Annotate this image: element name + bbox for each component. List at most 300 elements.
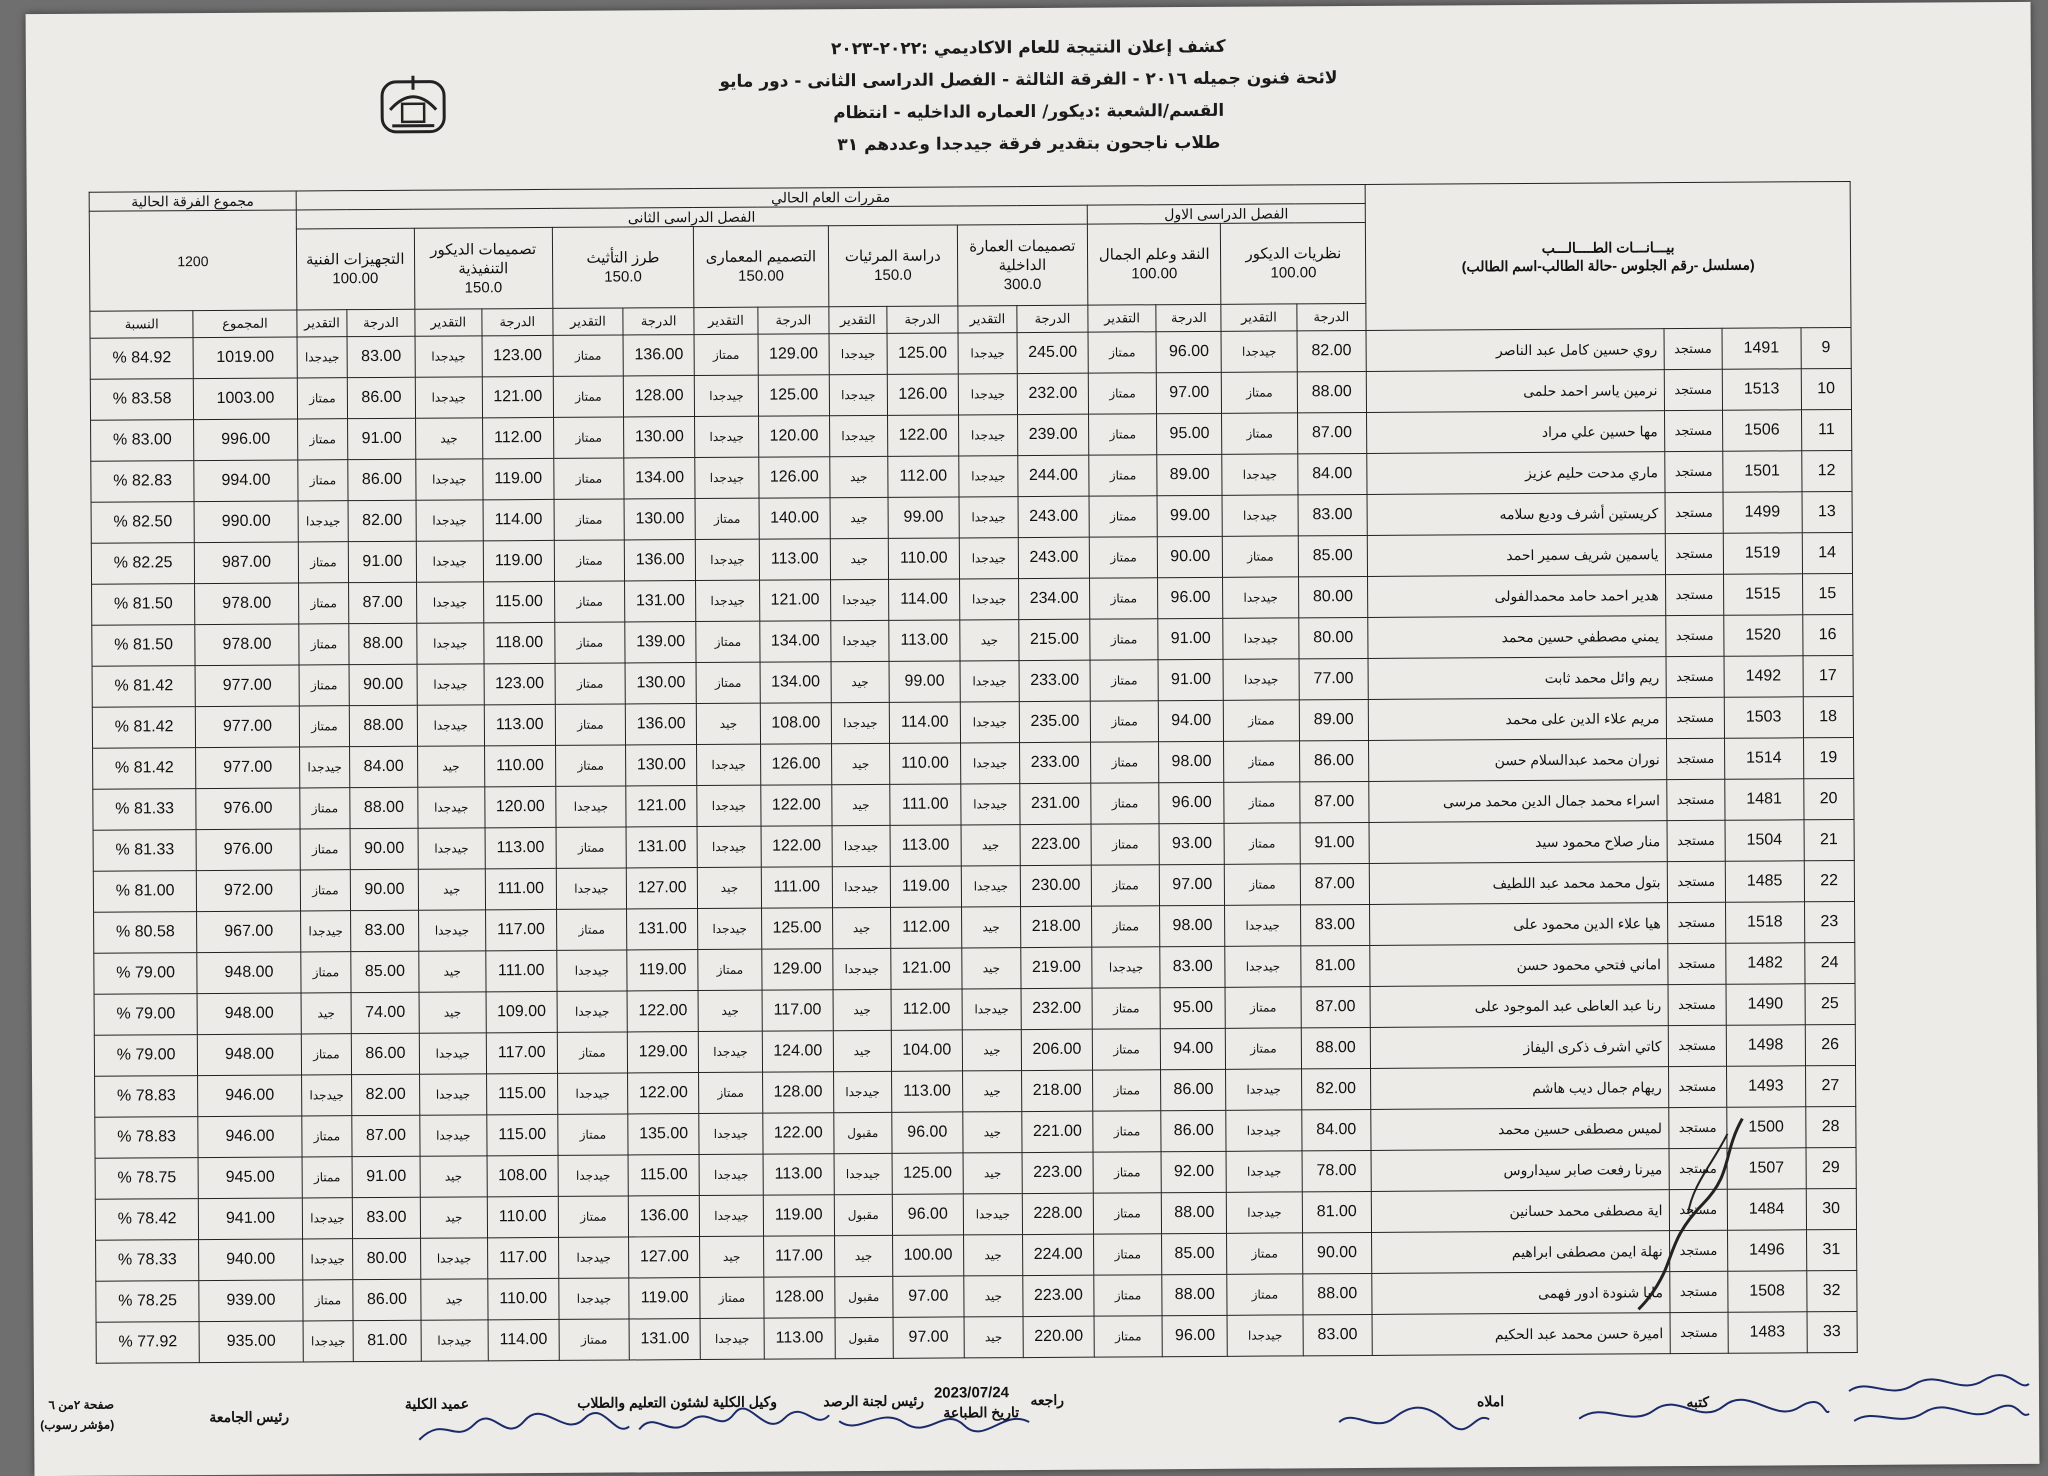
status-cell: مستجد <box>1666 697 1725 738</box>
print-date-label: تاريخ الطباعة <box>943 1404 1020 1421</box>
rating-cell: جيدجدا <box>833 1071 892 1112</box>
grade-column-header: الدرجة <box>887 306 958 333</box>
subject-header <box>1087 223 1221 305</box>
rating-cell: ممتاز <box>699 1072 763 1113</box>
rating-cell: ممتاز <box>1225 864 1300 905</box>
rating-cell: مقبول <box>834 1194 893 1235</box>
total-cell: 978.00 <box>195 583 298 625</box>
rating-cell: جيدجدا <box>961 784 1021 825</box>
rating-cell: جيد <box>832 907 891 948</box>
seat-number-cell: 1491 <box>1722 328 1801 369</box>
rating-cell: جيد <box>420 1197 488 1238</box>
rating-cell: ممتاز <box>1090 619 1159 660</box>
rating-cell: جيدجدا <box>419 1115 487 1156</box>
grade-cell: 233.00 <box>1019 660 1090 701</box>
subject-header <box>828 225 958 307</box>
rating-cell: ممتاز <box>696 662 760 703</box>
rating-cell: جيدجدا <box>958 374 1018 415</box>
subject-header <box>414 227 553 309</box>
grade-cell: 125.00 <box>758 375 829 416</box>
grade-cell: 119.00 <box>763 1195 834 1236</box>
rating-cell: ممتاز <box>1091 865 1160 906</box>
seat-number-cell: 1484 <box>1727 1189 1806 1230</box>
rating-cell: جيدجدا <box>832 825 891 866</box>
grade-cell: 125.00 <box>892 1153 963 1194</box>
subject-max: 150.0 <box>604 268 642 286</box>
grade-cell: 121.00 <box>760 580 831 621</box>
rating-cell: ممتاز <box>1224 741 1299 782</box>
rating-cell: ممتاز <box>1090 701 1159 742</box>
rating-cell: جيدجدا <box>555 786 626 827</box>
grade-cell: 85.00 <box>1298 535 1368 576</box>
rating-cell: ممتاز <box>1091 783 1160 824</box>
student-name-cell: ماري مدحت حليم عزيز <box>1367 452 1665 495</box>
student-name-cell: ياسمين شريف سمير احمد <box>1367 534 1665 577</box>
rating-cell: جيدجدا <box>415 459 483 500</box>
grade-cell: 135.00 <box>628 1114 699 1155</box>
grade-cell: 91.00 <box>1158 659 1223 700</box>
student-name-cell: بتول محمد محمد عبد اللطيف <box>1369 862 1667 905</box>
grade-cell: 81.00 <box>1302 1191 1372 1232</box>
student-name-cell: اميرة حسن محمد عبد الحكيم <box>1372 1313 1670 1356</box>
grade-cell: 114.00 <box>488 1319 559 1360</box>
total-cell: 978.00 <box>195 624 298 666</box>
serial-cell: 29 <box>1806 1147 1857 1188</box>
grade-cell: 119.00 <box>483 458 554 499</box>
grade-cell: 118.00 <box>484 622 555 663</box>
rating-cell: جيدجدا <box>698 908 762 949</box>
rating-cell: جيدجدا <box>834 1153 893 1194</box>
grade-cell: 91.00 <box>352 1156 420 1197</box>
rating-cell: ممتاز <box>1227 1233 1302 1274</box>
rating-cell: جيدجدا <box>415 336 483 377</box>
rating-cell: ممتاز <box>1227 1274 1302 1315</box>
rating-cell: ممتاز <box>698 949 762 990</box>
grade-cell: 99.00 <box>889 661 960 702</box>
grade-cell: 140.00 <box>759 498 830 539</box>
percent-cell: 81.42 % <box>93 748 197 790</box>
percent-cell: 78.83 % <box>95 1076 199 1118</box>
student-name-cell: اماني فتحي محمود حسن <box>1370 944 1668 987</box>
rating-cell: جيدجدا <box>831 702 890 743</box>
rating-cell: جيدجدا <box>297 337 348 378</box>
grade-cell: 130.00 <box>625 663 696 704</box>
serial-cell: 23 <box>1804 901 1855 942</box>
grade-cell: 80.00 <box>1298 617 1368 658</box>
grade-cell: 121.00 <box>482 376 553 417</box>
subject-header <box>957 224 1088 306</box>
grade-cell: 112.00 <box>891 989 962 1030</box>
grade-cell: 115.00 <box>628 1155 699 1196</box>
serial-cell: 32 <box>1806 1270 1857 1311</box>
grade-cell: 98.00 <box>1159 741 1224 782</box>
percent-cell: 78.42 % <box>95 1199 199 1241</box>
grade-cell: 92.00 <box>1161 1151 1226 1192</box>
total-cell: 977.00 <box>196 706 299 748</box>
grade-column-header: الدرجة <box>1017 305 1088 332</box>
total-cell: 935.00 <box>199 1321 302 1363</box>
subject-max: 150.00 <box>738 267 785 285</box>
grade-cell: 128.00 <box>763 1072 834 1113</box>
grade-cell: 228.00 <box>1022 1193 1093 1234</box>
serial-cell: 18 <box>1803 696 1854 737</box>
grade-cell: 86.00 <box>352 1033 420 1074</box>
rating-cell: جيد <box>830 497 889 538</box>
grade-cell: 97.00 <box>1157 372 1222 413</box>
status-cell: مستجد <box>1664 451 1723 492</box>
total-cell: 1003.00 <box>194 378 297 420</box>
grade-column-header: الدرجة <box>758 307 829 334</box>
percent-cell: 81.33 % <box>93 830 197 872</box>
rating-column-header: التقدير <box>415 309 482 336</box>
status-cell: مستجد <box>1668 1025 1727 1066</box>
serial-cell: 16 <box>1802 614 1853 655</box>
rating-cell: ممتاز <box>1091 906 1160 947</box>
grade-cell: 134.00 <box>624 458 695 499</box>
rating-cell: جيدجدا <box>697 744 761 785</box>
rating-cell: مقبول <box>833 1112 892 1153</box>
grade-cell: 96.00 <box>1162 1315 1227 1356</box>
grade-cell: 81.00 <box>353 1320 421 1361</box>
vice-dean-label: وكيل الكلية لشئون التعليم والطلاب <box>577 1393 778 1411</box>
rating-cell: جيدجدا <box>700 1318 764 1359</box>
grade-cell: 221.00 <box>1022 1111 1093 1152</box>
grade-cell: 136.00 <box>626 704 697 745</box>
rating-cell: جيد <box>962 1030 1022 1071</box>
header-regulation: لائحة فنون جميله ٢٠١٦ - الفرقة الثالثة - الفصل الدراسى الثانى - دور مايو <box>719 68 1338 92</box>
rating-cell: جيد <box>700 1236 764 1277</box>
total-cell: 977.00 <box>196 747 299 789</box>
status-cell: مستجد <box>1669 1189 1728 1230</box>
seat-number-cell: 1492 <box>1724 656 1803 697</box>
serial-cell: 31 <box>1806 1229 1857 1270</box>
student-name-cell: مريم علاء الدين على محمد <box>1368 698 1666 741</box>
grade-cell: 134.00 <box>760 662 831 703</box>
rating-cell: ممتاز <box>1093 1193 1162 1234</box>
student-name-cell: يمني مصطفي حسين محمد <box>1368 616 1666 659</box>
subject-header <box>552 227 694 309</box>
student-name-cell: نهلة ايمن مصطفى ابراهيم <box>1372 1231 1670 1274</box>
percent-cell: 79.00 % <box>94 1035 198 1077</box>
grade-cell: 131.00 <box>629 1319 700 1360</box>
rating-cell: جيدجدا <box>959 579 1019 620</box>
grade-cell: 130.00 <box>626 745 697 786</box>
status-cell: مستجد <box>1667 902 1726 943</box>
rating-cell: جيدجدا <box>1225 946 1300 987</box>
grade-cell: 123.00 <box>482 335 553 376</box>
rating-cell: ممتاز <box>300 870 351 911</box>
rating-cell: ممتاز <box>695 498 759 539</box>
rating-cell: جيد <box>419 992 487 1033</box>
seat-number-cell: 1513 <box>1722 369 1801 410</box>
seat-number-cell: 1493 <box>1726 1066 1805 1107</box>
percent-cell: 81.42 % <box>92 707 196 749</box>
grade-column-header: الدرجة <box>482 308 553 335</box>
rating-cell: جيدجدا <box>558 1155 629 1196</box>
handwritten-note <box>1844 1372 2034 1433</box>
status-cell: مستجد <box>1669 1148 1728 1189</box>
rating-cell: ممتاز <box>298 624 349 665</box>
grade-cell: 98.00 <box>1160 905 1225 946</box>
subject-name: التجهيزات الفنية <box>305 250 405 269</box>
rating-cell: ممتاز <box>553 376 624 417</box>
current-courses-header: مقررات العام الحالي <box>296 184 1366 210</box>
percent-column-header: النسبة <box>90 311 194 339</box>
grade-cell: 136.00 <box>625 540 696 581</box>
seat-number-cell: 1496 <box>1727 1230 1806 1271</box>
diagonal-signature-mark <box>1632 1114 1753 1315</box>
grade-cell: 119.00 <box>890 866 961 907</box>
grade-cell: 87.00 <box>1300 863 1370 904</box>
rating-cell: جيدجدا <box>830 579 889 620</box>
grade-cell: 231.00 <box>1020 783 1091 824</box>
rating-cell: ممتاز <box>1226 1028 1301 1069</box>
subject-header <box>693 226 828 308</box>
grade-cell: 239.00 <box>1018 414 1089 455</box>
student-name-cell: روي حسين كامل عبد الناصر <box>1366 329 1664 372</box>
grade-cell: 122.00 <box>888 415 959 456</box>
grade-cell: 113.00 <box>890 825 961 866</box>
rating-column-header: التقدير <box>1088 305 1157 332</box>
rating-cell: جيد <box>964 1317 1024 1358</box>
rating-cell: جيدجدا <box>556 868 627 909</box>
grade-cell: 124.00 <box>762 1031 833 1072</box>
total-cell: 948.00 <box>198 1034 301 1076</box>
seat-number-cell: 1506 <box>1722 410 1801 451</box>
seat-number-cell: 1500 <box>1727 1107 1806 1148</box>
results-table <box>89 181 1858 1364</box>
grade-cell: 90.00 <box>351 869 419 910</box>
grade-column-header: الدرجة <box>347 309 414 336</box>
rating-cell: ممتاز <box>1089 455 1158 496</box>
grade-cell: 119.00 <box>629 1278 700 1319</box>
seat-number-cell: 1499 <box>1723 492 1802 533</box>
grade-cell: 88.00 <box>1162 1274 1227 1315</box>
grade-cell: 91.00 <box>1158 618 1223 659</box>
rating-cell: ممتاز <box>302 1280 353 1321</box>
student-name-cell: ميرنا رفعت صابر سيداروس <box>1371 1149 1669 1192</box>
student-name-cell: ريهام جمال ديب هاشم <box>1371 1067 1669 1110</box>
rating-cell: جيدجدا <box>1221 331 1296 372</box>
rating-cell: ممتاز <box>1089 578 1158 619</box>
rating-cell: جيدجدا <box>558 1237 629 1278</box>
grade-cell: 119.00 <box>627 950 698 991</box>
grade-cell: 91.00 <box>1300 822 1370 863</box>
rating-cell: جيدجدا <box>557 991 628 1032</box>
signature-dictated <box>1334 1399 1494 1440</box>
rating-cell: ممتاز <box>555 745 626 786</box>
grade-cell: 83.00 <box>1303 1314 1373 1355</box>
grade-cell: 81.00 <box>1300 945 1370 986</box>
grade-cell: 87.00 <box>1301 986 1371 1027</box>
percent-cell: 83.00 % <box>91 420 195 462</box>
rating-cell: ممتاز <box>1091 824 1160 865</box>
print-date: 2023/07/24 <box>933 1384 1010 1402</box>
grade-cell: 113.00 <box>889 620 960 661</box>
percent-cell: 82.50 % <box>91 502 195 544</box>
grade-cell: 235.00 <box>1019 701 1090 742</box>
student-data-title: بيـــانـــات الطــــالـــب <box>1541 238 1675 256</box>
rating-cell: ممتاز <box>558 1196 629 1237</box>
rating-cell: ممتاز <box>554 499 625 540</box>
status-cell: مستجد <box>1669 1230 1728 1271</box>
rating-cell: ممتاز <box>299 788 350 829</box>
grade-cell: 136.00 <box>623 335 694 376</box>
serial-cell: 24 <box>1804 942 1855 983</box>
grade-cell: 110.00 <box>487 1196 558 1237</box>
rating-cell: جيدجدا <box>961 866 1021 907</box>
rating-cell: ممتاز <box>555 663 626 704</box>
rating-cell: ممتاز <box>555 704 626 745</box>
status-cell: مستجد <box>1669 1271 1728 1312</box>
seat-number-cell: 1490 <box>1726 984 1805 1025</box>
total-cell: 976.00 <box>196 788 299 830</box>
grade-cell: 77.00 <box>1299 658 1369 699</box>
rating-cell: جيد <box>418 869 486 910</box>
percent-cell: 79.00 % <box>94 994 198 1036</box>
rating-cell: جيد <box>417 746 485 787</box>
grade-cell: 96.00 <box>1158 577 1223 618</box>
rating-cell: ممتاز <box>1094 1316 1163 1357</box>
signature-committee-head <box>834 1400 1034 1441</box>
grade-cell: 129.00 <box>758 334 829 375</box>
grade-cell: 90.00 <box>1302 1232 1372 1273</box>
grade-cell: 83.00 <box>347 336 415 377</box>
grade-cell: 219.00 <box>1021 947 1092 988</box>
page-info: صفحة ٢من ٦ <box>48 1397 115 1413</box>
grade-cell: 88.00 <box>350 705 418 746</box>
grade-cell: 224.00 <box>1023 1234 1094 1275</box>
total-max: 1200 <box>89 210 296 311</box>
total-cell: 948.00 <box>197 993 300 1035</box>
rating-cell: ممتاز <box>1093 1152 1162 1193</box>
grade-cell: 94.00 <box>1159 700 1224 741</box>
grade-cell: 108.00 <box>760 703 831 744</box>
grade-cell: 125.00 <box>887 333 958 374</box>
rating-cell: جيدجدا <box>959 538 1019 579</box>
total-cell: 976.00 <box>196 829 299 871</box>
rating-cell: ممتاز <box>1093 1234 1162 1275</box>
signature-dean <box>414 1408 634 1449</box>
rating-cell: ممتاز <box>553 335 624 376</box>
rating-cell: ممتاز <box>1089 537 1158 578</box>
rating-column-header: التقدير <box>1221 304 1296 331</box>
grade-cell: 128.00 <box>624 376 695 417</box>
student-name-cell: اية مصطفى محمد حسانين <box>1371 1190 1669 1233</box>
percent-cell: 78.83 % <box>95 1117 199 1159</box>
status-cell: مستجد <box>1665 492 1724 533</box>
status-cell: مستجد <box>1667 861 1726 902</box>
rating-cell: ممتاز <box>1092 988 1161 1029</box>
rating-cell: جيدجدا <box>1222 495 1297 536</box>
rating-cell: ممتاز <box>1088 373 1157 414</box>
status-cell: مستجد <box>1667 943 1726 984</box>
rating-cell: جيدجدا <box>695 457 759 498</box>
grade-cell: 108.00 <box>487 1155 558 1196</box>
rating-cell: جيد <box>301 993 352 1034</box>
rating-cell: جيدجدا <box>421 1320 489 1361</box>
grade-cell: 223.00 <box>1022 1152 1093 1193</box>
student-data-header <box>1365 181 1851 330</box>
subject-header <box>296 228 414 310</box>
student-name-cell: منار صلاح محمود سيد <box>1369 821 1667 864</box>
rating-cell: جيد <box>829 456 888 497</box>
subject-max: 100.00 <box>1131 265 1178 283</box>
status-cell: مستجد <box>1665 574 1724 615</box>
status-cell: مستجد <box>1668 1107 1727 1148</box>
percent-cell: 81.33 % <box>93 789 197 831</box>
rating-cell: ممتاز <box>1222 413 1297 454</box>
rating-cell: جيدجدا <box>960 743 1020 784</box>
rating-cell: جيد <box>696 703 760 744</box>
grade-cell: 112.00 <box>891 907 962 948</box>
rating-cell: جيدجدا <box>694 375 758 416</box>
percent-cell: 82.83 % <box>91 461 195 503</box>
student-name-cell: كريستين أشرف وديع سلامه <box>1367 493 1665 536</box>
rating-cell: جيد <box>831 784 890 825</box>
serial-cell: 11 <box>1801 409 1852 450</box>
rating-cell: ممتاز <box>557 1114 628 1155</box>
grade-cell: 117.00 <box>486 909 557 950</box>
rating-cell: جيدجدا <box>958 333 1018 374</box>
committee-head-label: رئيس لجنة الرصد <box>823 1392 925 1410</box>
grade-cell: 113.00 <box>484 704 555 745</box>
seat-number-cell: 1504 <box>1725 820 1804 861</box>
written-label: كتبه <box>1686 1393 1710 1411</box>
student-name-cell: اسراء محمد جمال الدين محمد مرسى <box>1369 780 1667 823</box>
seat-number-cell: 1508 <box>1728 1271 1807 1312</box>
grade-cell: 86.00 <box>348 377 416 418</box>
grade-cell: 95.00 <box>1160 987 1225 1028</box>
grade-cell: 126.00 <box>887 374 958 415</box>
rating-cell: جيد <box>961 907 1021 948</box>
rating-cell: جيد <box>420 1156 488 1197</box>
grade-cell: 130.00 <box>624 499 695 540</box>
grade-cell: 78.00 <box>1302 1150 1372 1191</box>
grade-cell: 93.00 <box>1159 823 1224 864</box>
rating-cell: جيد <box>420 1279 488 1320</box>
grade-cell: 83.00 <box>1300 904 1370 945</box>
grade-cell: 113.00 <box>764 1318 835 1359</box>
rating-cell: جيدجدا <box>418 910 486 951</box>
subject-name: دراسة المرئيات <box>844 247 941 266</box>
header-summary: طلاب ناجحون بتقدير فرقة جيدجدا وعددهم ٣١ <box>837 132 1221 156</box>
rating-cell: جيد <box>964 1276 1024 1317</box>
rating-cell: جيد <box>961 825 1021 866</box>
total-cell: 946.00 <box>198 1075 301 1117</box>
grade-cell: 80.00 <box>1298 576 1368 617</box>
rating-cell: جيدجدا <box>1227 1192 1302 1233</box>
grade-cell: 88.00 <box>1301 1027 1371 1068</box>
grade-cell: 110.00 <box>890 743 961 784</box>
grade-cell: 131.00 <box>627 909 698 950</box>
rating-cell: جيدجدا <box>829 415 888 456</box>
percent-cell: 81.50 % <box>92 625 196 667</box>
rating-cell: ممتاز <box>299 706 350 747</box>
rating-cell: جيدجدا <box>1226 1151 1301 1192</box>
header-department: القسم/الشعبة :ديكور/ العماره الداخليه - انتظام <box>833 100 1225 124</box>
grade-cell: 114.00 <box>889 702 960 743</box>
grade-cell: 230.00 <box>1020 865 1091 906</box>
rating-cell: جيدجدا <box>1227 1315 1302 1356</box>
total-cell: 941.00 <box>199 1198 302 1240</box>
grade-cell: 86.00 <box>353 1279 421 1320</box>
subject-header <box>1221 222 1366 304</box>
seat-number-cell: 1501 <box>1723 451 1802 492</box>
student-data-subtitle: (مسلسل -رقم الجلوس -حالة الطالب-اسم الطالب) <box>1461 256 1755 274</box>
rating-cell: جيد <box>831 661 890 702</box>
rating-cell: جيد <box>960 620 1020 661</box>
